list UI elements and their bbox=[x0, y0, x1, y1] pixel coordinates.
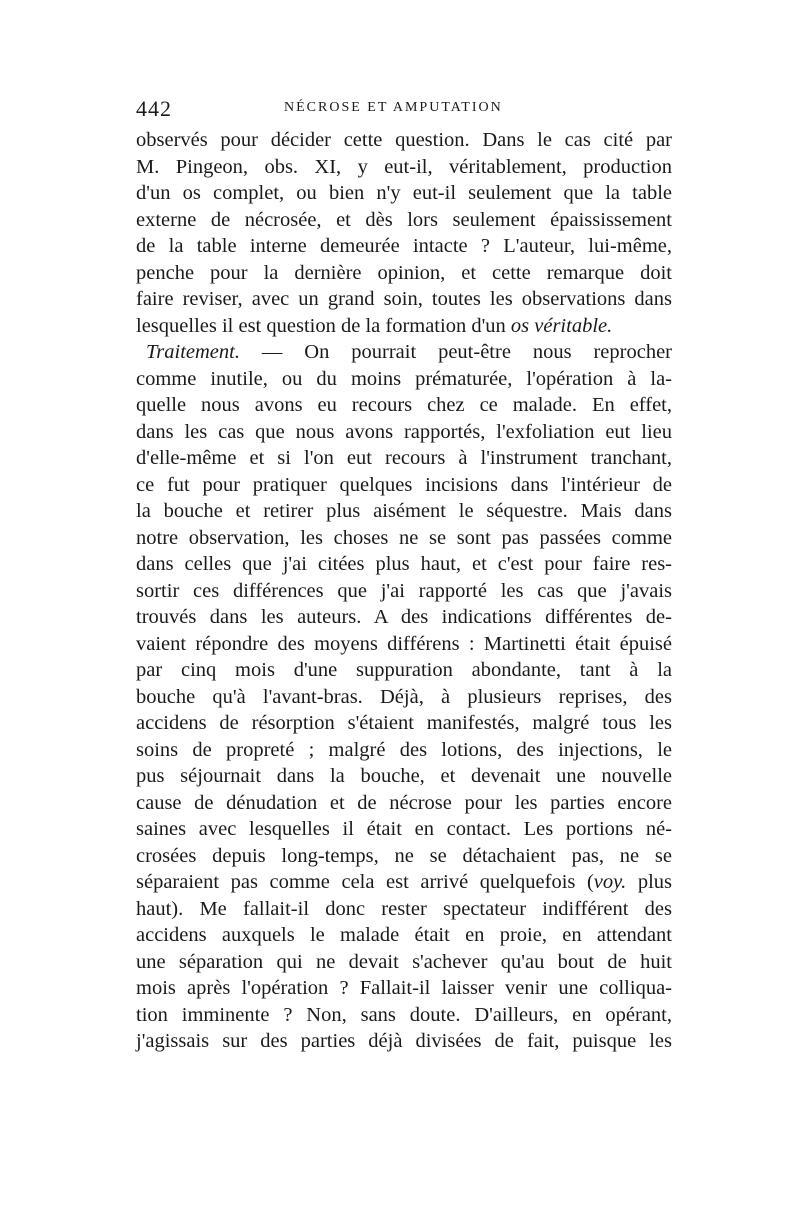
text-line: la bouche et retirer plus aisément le séquestre. Mais dans bbox=[136, 500, 672, 522]
text-line: M. Pingeon, obs. XI, y eut-il, véritablement, production bbox=[136, 155, 672, 178]
text-line: d'elle-même et si l'on eut recours à l'instrument tranchant, bbox=[136, 447, 672, 469]
text-line: accidens de résorption s'étaient manifestés, malgré tous les bbox=[136, 712, 672, 734]
text-line: externe de nécrosée, et dès lors seulement épaississement bbox=[136, 208, 672, 231]
text-line: j'agissais sur des parties déjà divisées de fait, puisque les bbox=[136, 1030, 672, 1052]
text-line: dans celles que j'ai citées plus haut, et c'est pour faire res- bbox=[136, 553, 672, 575]
italic-term: voy. bbox=[593, 871, 627, 893]
text-line: soins de propreté ; malgré des lotions, des injections, le bbox=[136, 738, 672, 761]
text-line: penche pour la dernière opinion, et cette remarque doit bbox=[136, 261, 672, 284]
text-segment: plus bbox=[637, 871, 672, 893]
text-line: bouche qu'à l'avant-bras. Déjà, à plusieurs reprises, des bbox=[136, 685, 672, 708]
text-line: par cinq mois d'une suppuration abondante, tant à la bbox=[136, 659, 672, 681]
text-line: mois après l'opération ? Fallait-il laisser venir une colliqua- bbox=[136, 977, 672, 999]
running-title: NÉCROSE ET AMPUTATION bbox=[284, 100, 503, 115]
body-text bbox=[136, 127, 672, 1055]
text-line: de la table interne demeurée intacte ? L'auteur, lui-même, bbox=[136, 235, 672, 257]
section-heading-italic: Traitement. bbox=[146, 341, 240, 363]
italic-term: os véritable. bbox=[510, 314, 613, 337]
page-number: 442 bbox=[136, 96, 172, 121]
text-segment: lesquelles il est question de la formation d'un bbox=[136, 314, 506, 337]
text-line: tion imminente ? Non, sans doute. D'ailleurs, en opérant, bbox=[136, 1003, 672, 1026]
text-line: quelle nous avons eu recours chez ce malade. En effet, bbox=[136, 394, 672, 416]
text-line: comme inutile, ou du moins prématurée, l'opération à la- bbox=[136, 367, 672, 390]
text-line: une séparation qui ne devait s'achever qu'au bout de huit bbox=[136, 950, 672, 973]
text-line: haut). Me fallait-il donc rester spectateur indifférent des bbox=[136, 897, 672, 920]
text-segment: — On pourrait peut-être nous reprocher bbox=[261, 341, 673, 363]
text-line: cause de dénudation et de nécrose pour les parties encore bbox=[136, 791, 672, 814]
text-line bbox=[136, 869, 672, 896]
text-segment: séparaient pas comme cela est arrivé quelquefois ( bbox=[136, 871, 594, 893]
text-line: observés pour décider cette question. Dans le cas cité par bbox=[136, 129, 672, 151]
text-line: crosées depuis long-temps, ne se détachaient pas, ne se bbox=[136, 844, 672, 867]
text-line: dans les cas que nous avons rapportés, l'exfoliation eut lieu bbox=[136, 420, 672, 443]
text-line: accidens auxquels le malade était en proie, en attendant bbox=[136, 924, 672, 946]
paragraph-start bbox=[136, 339, 672, 366]
text-line: pus séjournait dans la bouche, et devenait une nouvelle bbox=[136, 765, 672, 787]
text-line: sortir ces différences que j'ai rapporté les cas que j'avais bbox=[136, 579, 672, 602]
running-head bbox=[136, 96, 676, 120]
text-line: vaient répondre des moyens différens : Martinetti était épuisé bbox=[136, 632, 672, 655]
text-line: notre observation, les choses ne se sont pas passées comme bbox=[136, 526, 672, 549]
text-line: ce fut pour pratiquer quelques incisions dans l'intérieur de bbox=[136, 473, 672, 496]
text-line: d'un os complet, ou bien n'y eut-il seulement que la table bbox=[136, 182, 672, 204]
text-line bbox=[136, 313, 672, 340]
text-line: faire reviser, avec un grand soin, toutes les observations dans bbox=[136, 288, 672, 310]
text-line: saines avec lesquelles il était en contact. Les portions né- bbox=[136, 818, 672, 840]
text-line: trouvés dans les auteurs. A des indications différentes de- bbox=[136, 606, 672, 628]
